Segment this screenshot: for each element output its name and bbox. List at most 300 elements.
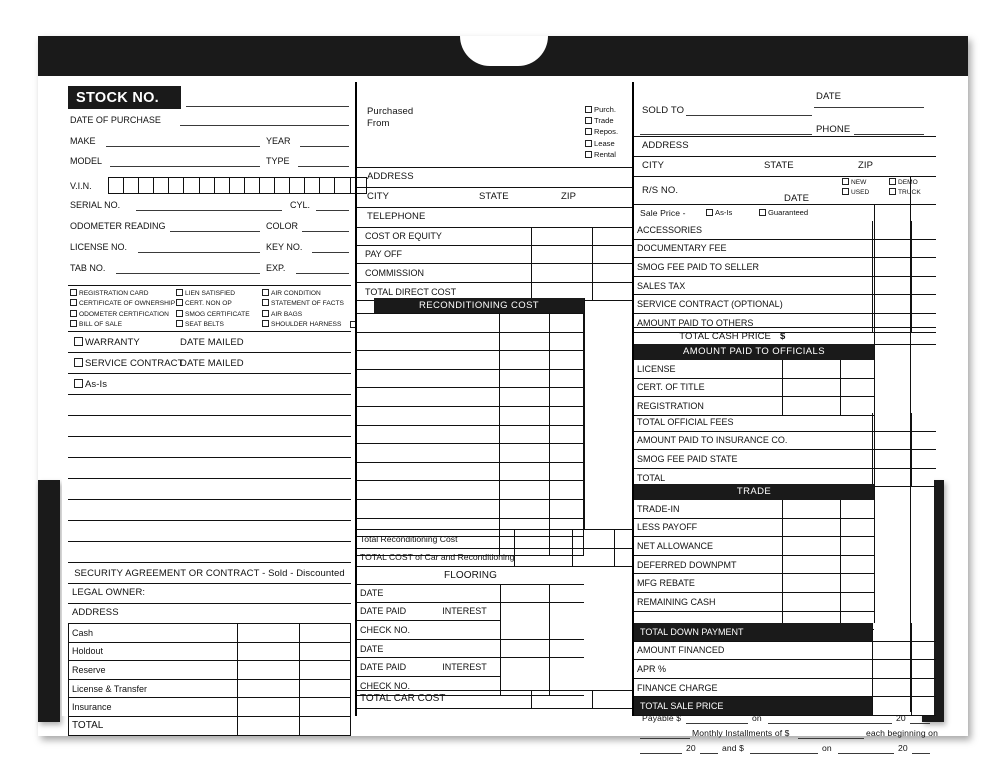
table-row[interactable]: [634, 592, 874, 611]
total-cost-car-recon-label: TOTAL COST of Car and Reconditioning: [357, 548, 515, 567]
amount-cents-cell[interactable]: [592, 227, 634, 245]
amount-cents-cell[interactable]: [912, 660, 936, 679]
checkbox-box[interactable]: [759, 209, 766, 216]
checkbox-label: Trade: [594, 116, 614, 126]
amount-cents-cell[interactable]: [912, 450, 936, 469]
amount-cell-2[interactable]: [572, 548, 614, 567]
checkbox-purch[interactable]: [585, 105, 618, 114]
amount-cell[interactable]: [873, 431, 912, 450]
row-label: LICENSE: [634, 360, 783, 378]
checkbox-lien-satisfied[interactable]: [176, 289, 262, 297]
vin-box[interactable]: [275, 178, 290, 193]
service-contract-checkbox[interactable]: [74, 358, 184, 369]
checkbox-box[interactable]: [176, 320, 183, 327]
checkbox-box[interactable]: [842, 188, 849, 195]
warranty-checkbox[interactable]: [74, 337, 140, 348]
checkbox-box[interactable]: [585, 106, 592, 113]
checkbox-lease[interactable]: [585, 139, 618, 148]
vin-box[interactable]: [109, 178, 124, 193]
checkbox-label: Lease: [594, 138, 615, 148]
table-row[interactable]: [69, 679, 351, 698]
amount-cents-cell[interactable]: [550, 388, 584, 407]
checkbox-registration-card[interactable]: [70, 289, 174, 297]
tab-no-input[interactable]: [116, 273, 260, 274]
table-row[interactable]: [357, 530, 634, 549]
table-row[interactable]: [357, 690, 634, 708]
table-row[interactable]: [69, 624, 351, 643]
amount-cents-cell[interactable]: [300, 698, 351, 717]
table-row[interactable]: [634, 555, 874, 574]
amount-cents-cell[interactable]: [550, 369, 584, 388]
amount-cents-cell[interactable]: [912, 276, 936, 295]
checkbox-box[interactable]: [889, 178, 896, 185]
amount-cents-cell[interactable]: [300, 716, 351, 735]
final-year-input[interactable]: [912, 753, 930, 754]
vin-box[interactable]: [139, 178, 154, 193]
amount-cents-cell[interactable]: [550, 530, 572, 549]
amount-cell[interactable]: [873, 468, 912, 487]
flooring-date-paid-label: DATE PAID: [360, 606, 407, 617]
table-row[interactable]: [357, 444, 584, 463]
amount-cents-cell[interactable]: [912, 413, 936, 431]
row-label: Insurance: [69, 698, 238, 717]
recon-desc-cell[interactable]: [357, 351, 500, 370]
phone-input[interactable]: [854, 134, 924, 135]
checkbox-box[interactable]: [585, 128, 592, 135]
payable-date-input[interactable]: [768, 723, 892, 724]
begin-date-input[interactable]: [640, 753, 682, 754]
checkbox-box[interactable]: [262, 320, 269, 327]
checkbox-sale-guaranteed[interactable]: [759, 208, 808, 217]
table-row[interactable]: [634, 641, 936, 660]
reconditioning-rows: [357, 313, 584, 556]
amount-cell[interactable]: [783, 500, 841, 518]
row-label: ACCESSORIES: [634, 221, 873, 239]
checkbox-trade[interactable]: [585, 116, 618, 125]
checkbox-box[interactable]: [70, 320, 77, 327]
sale-date-label: DATE: [816, 91, 842, 102]
amount-cell[interactable]: [500, 462, 550, 481]
checkbox-box[interactable]: [176, 289, 183, 296]
sale-price-row: [634, 204, 936, 222]
final-date-input[interactable]: [838, 753, 894, 754]
amount-cents-cell[interactable]: [840, 555, 874, 574]
amount-cell[interactable]: [532, 227, 593, 245]
table-row[interactable]: [357, 584, 584, 602]
color-input[interactable]: [302, 231, 349, 232]
vin-box[interactable]: [215, 178, 230, 193]
serial-no-label: SERIAL NO.: [70, 200, 121, 210]
amount-cents-cell[interactable]: [550, 444, 584, 463]
odometer-reading-input[interactable]: [170, 231, 260, 232]
vin-box[interactable]: [154, 178, 169, 193]
warranty-date-mailed-label: DATE MAILED: [180, 337, 244, 348]
final-year-label: 20: [898, 743, 908, 753]
amount-cell-2[interactable]: [572, 530, 614, 549]
amount-cell[interactable]: [500, 425, 550, 444]
amount-cents-cell[interactable]: [840, 592, 874, 611]
amount-cell[interactable]: [783, 574, 841, 593]
checkbox-box[interactable]: [74, 337, 83, 346]
amount-cents-cell[interactable]: [912, 258, 936, 277]
recon-desc-cell[interactable]: [357, 369, 500, 388]
installment-amount-input[interactable]: [798, 738, 864, 739]
amount-cents-cell[interactable]: [300, 679, 351, 698]
row-label: SMOG FEE PAID TO SELLER: [634, 258, 873, 277]
amount-cell[interactable]: [873, 276, 912, 295]
amount-cents-cell[interactable]: [840, 574, 874, 593]
table-row[interactable]: [357, 245, 634, 264]
cyl-input[interactable]: [316, 210, 349, 211]
amount-cell[interactable]: [783, 537, 841, 556]
amount-cell[interactable]: [238, 661, 300, 680]
table-row[interactable]: [357, 351, 584, 370]
amount-cents-cell[interactable]: [912, 468, 936, 487]
amount-cents-cell[interactable]: [912, 239, 936, 258]
serial-no-input[interactable]: [136, 210, 282, 211]
amount-cell[interactable]: [238, 716, 300, 735]
amount-cents-cell[interactable]: [550, 548, 572, 567]
recon-desc-cell[interactable]: [357, 406, 500, 425]
checkbox-statement-of-facts[interactable]: [262, 299, 358, 307]
checkbox-box[interactable]: [176, 299, 183, 306]
checkbox-box[interactable]: [842, 178, 849, 185]
table-row[interactable]: [357, 332, 584, 351]
sold-to-input[interactable]: [686, 115, 812, 116]
amount-cents-cell[interactable]: [592, 282, 634, 301]
checkbox-air-condition[interactable]: [262, 289, 358, 297]
checkbox-box[interactable]: [889, 188, 896, 195]
as-is-label: As-Is: [85, 379, 108, 390]
year-input[interactable]: [300, 146, 349, 147]
checkbox-shoulder-harness[interactable]: [262, 320, 358, 328]
checkbox-box[interactable]: [70, 310, 77, 317]
table-row[interactable]: [634, 450, 936, 469]
date-of-purchase-input[interactable]: [180, 125, 349, 126]
table-row[interactable]: [634, 518, 874, 537]
amount-cents-cell[interactable]: [550, 425, 584, 444]
blank-line[interactable]: [68, 541, 351, 542]
exp-input[interactable]: [296, 273, 349, 274]
table-row[interactable]: [357, 639, 584, 658]
blank-line[interactable]: [68, 415, 351, 416]
cyl-label: CYL.: [290, 200, 311, 210]
payable-amount-input[interactable]: [686, 723, 748, 724]
divider: [68, 562, 351, 563]
table-row[interactable]: [634, 295, 936, 314]
checkbox-demo[interactable]: [889, 178, 921, 186]
table-row[interactable]: [69, 716, 351, 735]
checkbox-label: CERT. NON OP: [185, 300, 232, 308]
amount-cell[interactable]: [515, 548, 550, 567]
amount-cents-cell[interactable]: [840, 360, 874, 378]
vin-box[interactable]: [290, 178, 305, 193]
vehicle-info-column: [62, 82, 355, 732]
amount-cell[interactable]: [532, 245, 593, 264]
table-row[interactable]: [634, 258, 936, 277]
recon-desc-cell[interactable]: [357, 444, 500, 463]
amount-cell[interactable]: [500, 602, 550, 639]
amount-cell[interactable]: [500, 351, 550, 370]
amount-cents-cell[interactable]: [912, 221, 936, 239]
checkbox-air-bags[interactable]: [262, 310, 358, 318]
amount-cell[interactable]: [500, 406, 550, 425]
vin-box[interactable]: [305, 178, 320, 193]
table-row[interactable]: [357, 314, 584, 333]
table-row[interactable]: [357, 264, 634, 283]
amount-cell[interactable]: [783, 378, 841, 397]
sale-date-input[interactable]: [814, 107, 924, 108]
amount-cell[interactable]: [500, 314, 550, 333]
amount-cents-cell[interactable]: [840, 500, 874, 518]
vin-box[interactable]: [320, 178, 335, 193]
stock-no-input[interactable]: [186, 106, 349, 107]
table-row[interactable]: [69, 698, 351, 717]
table-row[interactable]: [634, 431, 936, 450]
recon-desc-cell[interactable]: [357, 388, 500, 407]
amount-cell[interactable]: [783, 518, 841, 537]
checkbox-box[interactable]: [585, 151, 592, 158]
table-row[interactable]: [357, 227, 634, 245]
amount-cents-cell[interactable]: [912, 431, 936, 450]
amount-cell[interactable]: [873, 660, 912, 679]
table-row[interactable]: [357, 462, 584, 481]
checkbox-box[interactable]: [70, 299, 77, 306]
row-label: Cash: [69, 624, 238, 643]
amount-cents-cell[interactable]: [550, 314, 584, 333]
vin-box[interactable]: [124, 178, 139, 193]
amount-cell[interactable]: [500, 639, 550, 658]
amount-cell[interactable]: [783, 360, 841, 378]
amount-cents-cell[interactable]: [550, 406, 584, 425]
amount-cell[interactable]: [873, 450, 912, 469]
seller-state-label: STATE: [479, 191, 509, 202]
checkbox-box[interactable]: [585, 140, 592, 147]
amount-cell[interactable]: [238, 642, 300, 661]
checkbox-box[interactable]: [262, 289, 269, 296]
checkbox-bill-of-sale[interactable]: [70, 320, 174, 328]
blank-line[interactable]: [68, 520, 351, 521]
amount-cents-cell[interactable]: [912, 641, 936, 660]
table-row[interactable]: [357, 499, 584, 518]
table-row[interactable]: [634, 221, 936, 239]
amount-cell[interactable]: [873, 295, 912, 314]
checkbox-box[interactable]: [262, 299, 269, 306]
vin-box[interactable]: [260, 178, 275, 193]
checkbox-box[interactable]: [706, 209, 713, 216]
divider: [357, 207, 634, 208]
amount-cell[interactable]: [532, 264, 593, 283]
amount-cell[interactable]: [532, 690, 593, 708]
vin-box[interactable]: [335, 178, 350, 193]
amount-cents-cell[interactable]: [550, 639, 584, 658]
checkbox-used[interactable]: [842, 188, 869, 196]
amount-cents-cell[interactable]: [550, 602, 584, 639]
table-row[interactable]: [634, 413, 936, 431]
table-row[interactable]: [634, 537, 874, 556]
amount-cell[interactable]: [873, 678, 912, 697]
checkbox-label: STATEMENT OF FACTS: [271, 300, 344, 308]
amount-cents-cell[interactable]: [912, 295, 936, 314]
table-row[interactable]: [634, 678, 936, 697]
table-row[interactable]: [357, 602, 584, 621]
table-row[interactable]: [69, 642, 351, 661]
checkbox-cert-non-op[interactable]: [176, 299, 262, 307]
amount-cell[interactable]: [500, 332, 550, 351]
checkbox-label: SEAT BELTS: [185, 321, 224, 329]
security-agreement-label: SECURITY AGREEMENT OR CONTRACT - Sold - Discounted: [74, 568, 345, 579]
checkbox-label: SHOULDER HARNESS: [271, 321, 342, 329]
checkbox-label: USED: [851, 188, 870, 196]
vin-box[interactable]: [200, 178, 215, 193]
vin-box[interactable]: [245, 178, 260, 193]
vin-box[interactable]: [169, 178, 184, 193]
checkbox-box[interactable]: [176, 310, 183, 317]
table-row[interactable]: [634, 660, 936, 679]
vin-boxes[interactable]: [108, 177, 367, 194]
amount-cents-cell[interactable]: [840, 378, 874, 397]
checkbox-smog-certificate[interactable]: [176, 310, 262, 318]
checkbox-seat-belts[interactable]: [176, 320, 262, 328]
amount-cell[interactable]: [783, 592, 841, 611]
table-row[interactable]: [357, 658, 584, 677]
amount-cents-cell[interactable]: [300, 624, 351, 643]
trade-banner-label: TRADE: [736, 486, 772, 498]
warranty-label: WARRANTY: [85, 337, 140, 348]
recon-desc-cell[interactable]: [357, 314, 500, 333]
amount-cents-cell[interactable]: [550, 481, 584, 500]
amount-cell[interactable]: [515, 530, 550, 549]
amount-cents-cell[interactable]: [550, 584, 584, 602]
amount-cell[interactable]: [238, 624, 300, 643]
amount-cents-cell[interactable]: [592, 264, 634, 283]
amount-cell[interactable]: [873, 221, 912, 239]
recon-desc-cell[interactable]: [357, 499, 500, 518]
checkbox-certificate-of-ownership[interactable]: [70, 299, 174, 307]
final-amount-input[interactable]: [750, 753, 818, 754]
table-row[interactable]: [634, 623, 936, 641]
table-row[interactable]: [634, 500, 874, 518]
amount-cell[interactable]: [238, 698, 300, 717]
amount-cents-cell[interactable]: [840, 518, 874, 537]
amount-cents-cell[interactable]: [550, 332, 584, 351]
type-input[interactable]: [298, 166, 349, 167]
amount-cents-cell[interactable]: [592, 690, 634, 708]
amount-cents-cell[interactable]: [550, 462, 584, 481]
checkbox-repos[interactable]: [585, 127, 618, 136]
license-no-input[interactable]: [138, 252, 260, 253]
amount-cell[interactable]: [238, 679, 300, 698]
recon-desc-cell[interactable]: [357, 462, 500, 481]
table-row[interactable]: [357, 425, 584, 444]
officials-total-table: [634, 413, 936, 487]
installment-count-input[interactable]: [640, 738, 690, 739]
blank-line[interactable]: [68, 478, 351, 479]
checkbox-sale-as-is[interactable]: [706, 208, 732, 217]
payable-year-input[interactable]: [910, 723, 930, 724]
amount-cell[interactable]: [873, 641, 912, 660]
checkbox-box[interactable]: [585, 117, 592, 124]
table-row[interactable]: [634, 276, 936, 295]
checkbox-rental[interactable]: [585, 150, 618, 159]
table-row[interactable]: [357, 548, 634, 567]
amount-cell[interactable]: [783, 555, 841, 574]
vin-box[interactable]: [230, 178, 245, 193]
purchased-from-label-1: Purchased: [367, 106, 414, 117]
table-row[interactable]: [634, 239, 936, 258]
amount-cell[interactable]: [873, 413, 912, 431]
recon-desc-cell[interactable]: [357, 425, 500, 444]
key-no-input[interactable]: [312, 252, 349, 253]
model-input[interactable]: [110, 166, 260, 167]
checkbox-box[interactable]: [74, 358, 83, 367]
amount-cents-cell-2[interactable]: [614, 530, 634, 549]
checkbox-truck[interactable]: [889, 188, 921, 196]
table-row[interactable]: [357, 406, 584, 425]
table-row[interactable]: [634, 360, 874, 378]
amount-cell[interactable]: [873, 258, 912, 277]
blank-line[interactable]: [68, 499, 351, 500]
amount-cell[interactable]: [500, 481, 550, 500]
checkbox-box[interactable]: [262, 310, 269, 317]
amount-cell[interactable]: [500, 444, 550, 463]
phone-label: PHONE: [816, 124, 851, 135]
checkbox-odometer-certification[interactable]: [70, 310, 174, 318]
amount-cents-cell[interactable]: [840, 537, 874, 556]
recon-desc-cell[interactable]: [357, 481, 500, 500]
begin-year-input[interactable]: [700, 753, 718, 754]
amount-cents-cell[interactable]: [912, 678, 936, 697]
checkbox-label: ODOMETER CERTIFICATION: [79, 310, 169, 318]
table-row[interactable]: [357, 388, 584, 407]
table-row[interactable]: [357, 369, 584, 388]
recon-desc-cell[interactable]: [357, 332, 500, 351]
amount-cell[interactable]: [500, 499, 550, 518]
divider: [357, 187, 634, 188]
amount-cents-cell[interactable]: [592, 245, 634, 264]
table-row[interactable]: [634, 378, 874, 397]
as-is-checkbox[interactable]: [74, 379, 107, 390]
monthly-installments-label: Monthly Installments of $: [692, 728, 790, 738]
table-row[interactable]: [357, 481, 584, 500]
blank-line[interactable]: [68, 457, 351, 458]
amount-cents-cell[interactable]: [550, 499, 584, 518]
amount-cents-cell-2[interactable]: [614, 548, 634, 567]
sold-to-input-2[interactable]: [640, 134, 812, 135]
table-row[interactable]: [69, 661, 351, 680]
amount-cell[interactable]: [500, 584, 550, 602]
service-contract-label: SERVICE CONTRACT: [85, 358, 184, 369]
checkbox-box[interactable]: [74, 379, 83, 388]
amount-cents-cell[interactable]: [912, 623, 936, 641]
amount-cell[interactable]: [500, 388, 550, 407]
checkbox-new[interactable]: [842, 178, 869, 186]
amount-cell[interactable]: [873, 623, 912, 641]
amount-cell[interactable]: [873, 239, 912, 258]
amount-cents-cell[interactable]: [300, 642, 351, 661]
make-input[interactable]: [106, 146, 260, 147]
vin-box[interactable]: [184, 178, 199, 193]
divider: [68, 394, 351, 395]
amount-cents-cell[interactable]: [550, 351, 584, 370]
table-row[interactable]: [634, 574, 874, 593]
checkbox-box[interactable]: [70, 289, 77, 296]
divider: [634, 327, 936, 328]
amount-cents-cell[interactable]: [300, 661, 351, 680]
officials-banner: [634, 344, 874, 360]
amount-cell[interactable]: [500, 369, 550, 388]
blank-line[interactable]: [68, 436, 351, 437]
